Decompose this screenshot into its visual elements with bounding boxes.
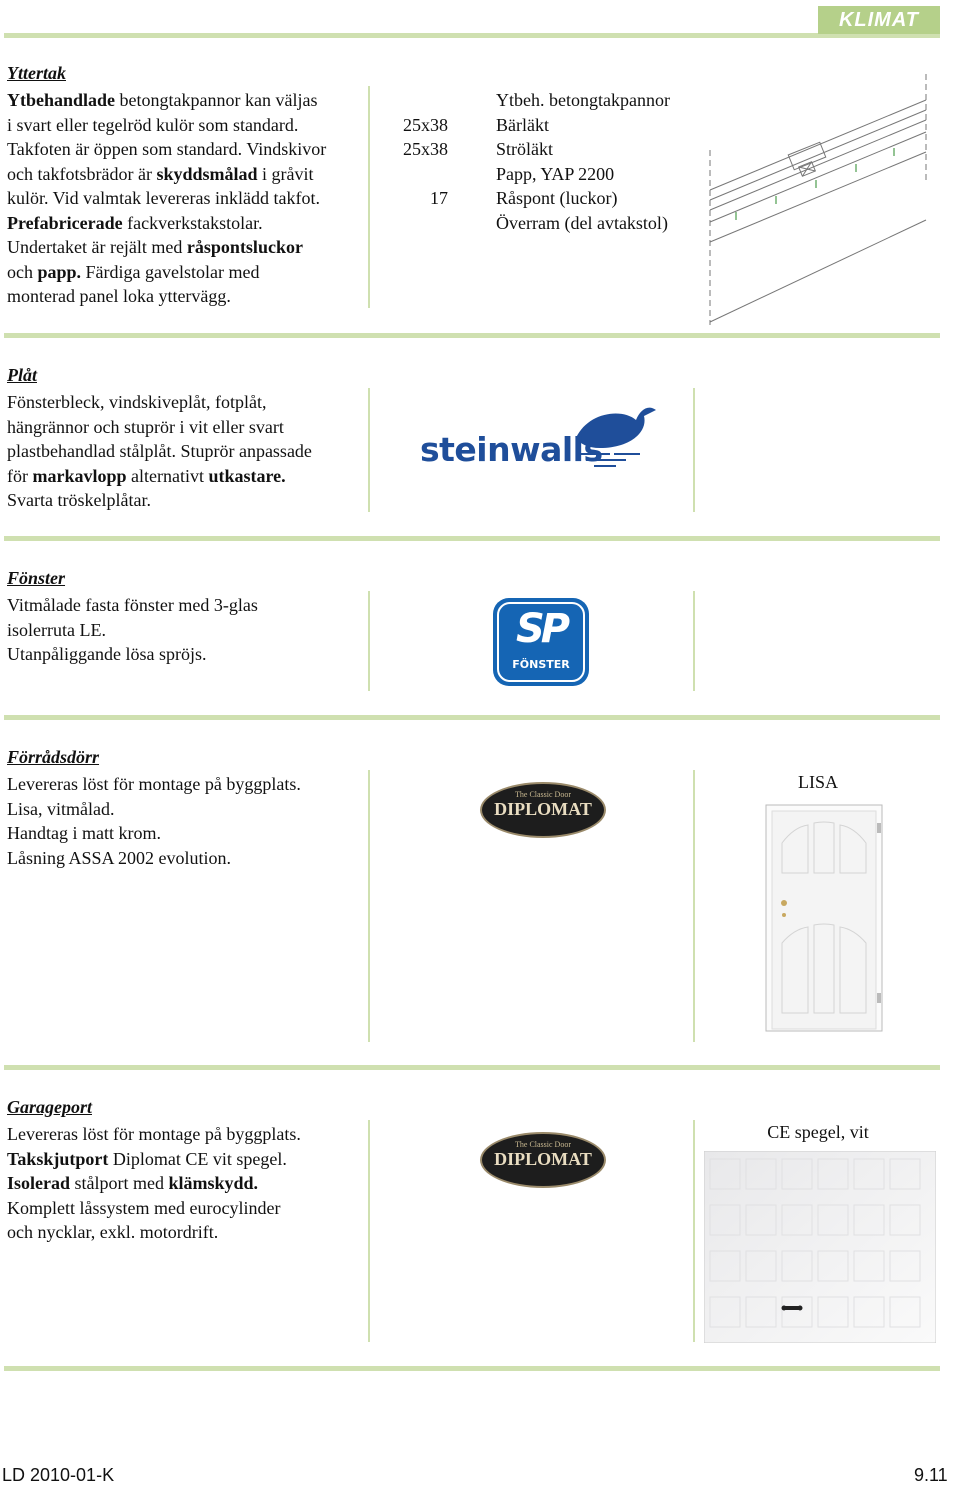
section-separator: [4, 1065, 940, 1070]
diplomat-logo-text: DIPLOMAT: [494, 1149, 592, 1169]
column-divider: [693, 770, 695, 1042]
diplomat-logo-small: The Classic Door: [515, 1140, 571, 1149]
text-line: Prefabricerade fackverkstakstolar.: [7, 212, 263, 233]
header-rule: [4, 33, 940, 38]
column-divider: [693, 388, 695, 512]
steinwalls-logo: [420, 398, 660, 478]
lisa-caption: LISA: [798, 772, 838, 792]
text-line: för markavlopp alternativt utkastare.: [7, 465, 286, 486]
column-divider: [368, 388, 370, 512]
dimension-value: 17: [430, 188, 448, 208]
text-line: Takskjutport Diplomat CE vit spegel.: [7, 1148, 287, 1169]
text-line: Undertaket är rejält med råspontsluckor: [7, 237, 303, 257]
column-divider: [368, 770, 370, 1042]
fonster-text: [7, 593, 367, 667]
diplomat-logo-text: DIPLOMAT: [494, 799, 592, 819]
dimension-value: [380, 88, 448, 113]
text-line: Ytbehandlade betongtakpannor kan väljas: [7, 90, 318, 110]
text-line: och nycklar, exkl. motordrift.: [7, 1222, 219, 1242]
text-line: Isolerad stålport med klämskydd.: [7, 1173, 259, 1193]
garage-caption: CE spegel, vit: [767, 1122, 869, 1142]
text-line: Vitmålade fasta fönster med 3-glas: [7, 595, 258, 615]
column-divider: [693, 1120, 695, 1342]
text-line: hängrännor och stuprör i vit eller svart: [7, 416, 284, 437]
text-line: Komplett låssystem med eurocylinder: [7, 1197, 281, 1218]
section-separator: [4, 715, 940, 720]
section-badge: KLIMAT: [818, 6, 940, 34]
sp-logo-letters: SP: [515, 606, 567, 652]
material-item: Bärläkt: [496, 114, 549, 135]
text-line: och takfotsbrädor är skyddsmålad i gråvit: [7, 163, 314, 184]
text-line: Fönsterbleck, vindskiveplåt, fotplåt,: [7, 392, 267, 412]
sp-logo-caption: FÖNSTER: [512, 658, 570, 671]
sp-fonster-logo: [493, 598, 589, 686]
dimension-value: 25x38: [403, 139, 448, 159]
text-line: Lisa, vitmålad.: [7, 798, 115, 819]
text-line: Takfoten är öppen som standard. Vindskivor: [7, 139, 327, 159]
door-image: [764, 803, 886, 1033]
section-separator: [4, 1366, 940, 1371]
dimension-value: [380, 211, 448, 236]
footer-doc-id: LD 2010-01-K: [2, 1465, 115, 1485]
text-line: och papp. Färdiga gavelstolar med: [7, 261, 260, 282]
section-separator: [4, 536, 940, 541]
plat-text: [7, 390, 367, 513]
section-separator: [4, 333, 940, 338]
steinwalls-wordmark: steinwalls: [420, 430, 603, 469]
diplomat-logo: [480, 1132, 606, 1188]
text-line: Levereras löst för montage på byggplats.: [7, 774, 301, 794]
footer-page-number: 9.11: [914, 1465, 948, 1485]
column-divider: [368, 1120, 370, 1342]
forradsdorr-heading: Förrådsdörr: [7, 747, 100, 767]
text-line: Utanpåliggande lösa spröjs.: [7, 644, 207, 664]
column-divider: [368, 86, 370, 308]
diplomat-logo-small: The Classic Door: [515, 790, 571, 799]
plat-heading: Plåt: [7, 365, 37, 385]
yttertak-dimensions: [380, 88, 448, 235]
column-divider: [693, 591, 695, 691]
material-item: Ströläkt: [496, 139, 553, 159]
dimension-value: [380, 162, 448, 187]
diplomat-logo: [480, 782, 606, 838]
text-line: plastbehandlad stålplåt. Stuprör anpassade: [7, 441, 312, 461]
text-line: Låsning ASSA 2002 evolution.: [7, 847, 232, 868]
garage-door-image: [704, 1151, 936, 1343]
dimension-value: 25x38: [403, 114, 448, 135]
text-line: Handtag i matt krom.: [7, 823, 161, 843]
text-line: kulör. Vid valmtak levereras inklädd takfot.: [7, 188, 321, 208]
fonster-heading: Fönster: [7, 568, 66, 588]
text-line: monterad panel loka yttervägg.: [7, 286, 231, 306]
material-item: Papp, YAP 2200: [496, 163, 615, 184]
text-line: Levereras löst för montage på byggplats.: [7, 1124, 301, 1144]
roof-section-diagram: [626, 70, 936, 330]
material-item: Överram (del avtakstol): [496, 212, 668, 233]
garageport-text: [7, 1122, 367, 1245]
text-line: isolerruta LE.: [7, 619, 106, 640]
garageport-heading: Garageport: [7, 1097, 92, 1117]
forradsdorr-text: [7, 772, 367, 870]
text-line: i svart eller tegelröd kulör som standard.: [7, 114, 299, 135]
material-item: Råspont (luckor): [496, 188, 618, 208]
text-line: Svarta tröskelplåtar.: [7, 490, 151, 510]
material-item: Ytbeh. betongtakpannor: [496, 90, 670, 110]
column-divider: [368, 591, 370, 691]
yttertak-heading: Yttertak: [7, 63, 66, 83]
yttertak-text: [7, 88, 367, 309]
